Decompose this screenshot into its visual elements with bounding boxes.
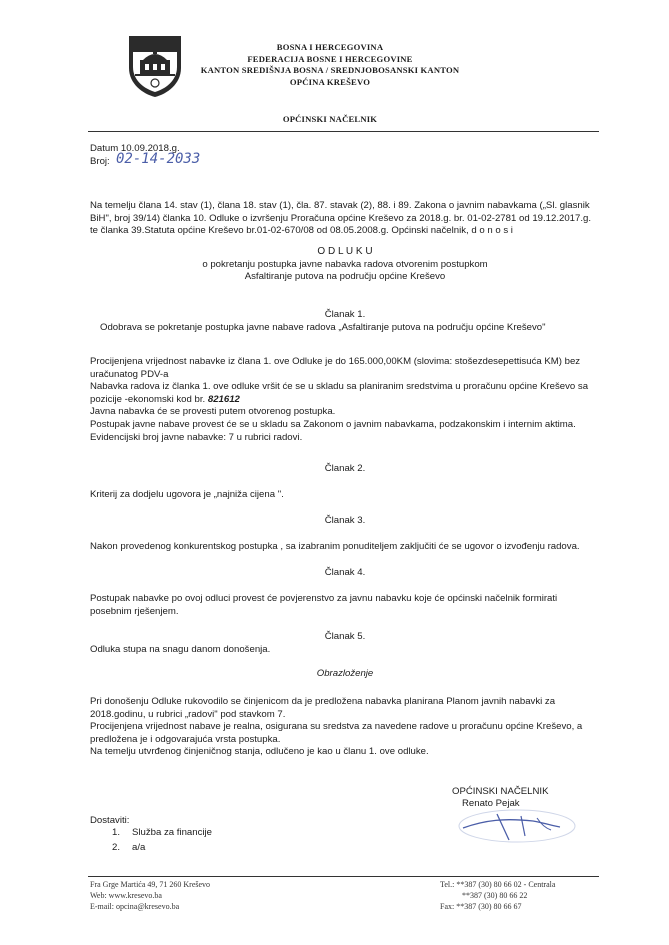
distribution-label: Dostaviti: bbox=[90, 815, 130, 826]
reasoning-heading: Obrazloženje bbox=[316, 668, 374, 679]
header-country: BOSNA I HERCEGOVINA bbox=[276, 42, 384, 52]
reasoning-line: Na temelju utvrđenog činjeničnog stanja, odlučeno je kao u članu 1. ove odluke. bbox=[90, 746, 429, 758]
footer-fax: Fax: **387 (30) 80 66 67 bbox=[440, 902, 522, 911]
footer-address: Fra Grge Martića 49, 71 260 Kreševo bbox=[90, 880, 211, 889]
article5-heading: Članak 5. bbox=[324, 631, 366, 642]
economic-code: 821612 bbox=[207, 393, 240, 405]
document-date: Datum 10.09.2018.g. bbox=[90, 143, 180, 154]
article1-heading: Članak 1. bbox=[324, 309, 366, 320]
reasoning-body bbox=[90, 696, 602, 759]
footer-email: E-mail: opcina@kresevo.ba bbox=[90, 902, 180, 911]
footer-divider bbox=[88, 876, 599, 877]
document-number-label: Broj: bbox=[90, 156, 110, 167]
preamble bbox=[90, 200, 600, 238]
document-number-handwritten: 02-14-2033 bbox=[116, 151, 201, 167]
reasoning-line: 2018.godinu, u rubrici „radovi" pod stavkom 7. bbox=[90, 708, 286, 720]
article4-line: posebnim rješenjem. bbox=[90, 606, 179, 617]
article1-line: Nabavka radova iz članka 1. ove odluke vršit će se u skladu sa planiranim sredstvima u proračunu općine Kreševo sa bbox=[90, 381, 589, 393]
header-canton: KANTON SREDIŠNJA BOSNA / SREDNJOBOSANSKI KANTON bbox=[200, 65, 460, 75]
article1-line: Evidencijski broj javne nabavke: 7 u rubrici radovi. bbox=[90, 431, 303, 443]
article3-heading: Članak 3. bbox=[324, 515, 366, 526]
decision-title: O D L U K U bbox=[317, 246, 373, 257]
signature-name: Renato Pejak bbox=[462, 798, 520, 809]
article2-heading: Članak 2. bbox=[324, 463, 366, 474]
footer-tel: **387 (30) 80 66 22 bbox=[462, 891, 528, 900]
signature-title: OPĆINSKI NAČELNIK bbox=[452, 786, 549, 797]
preamble-line: te članka 39.Statuta općine Kreševo br.01-02-670/08 od 08.05.2008.g. Općinski načelnik, d o n o s i bbox=[90, 225, 513, 237]
header-federation: FEDERACIJA BOSNE I HERCEGOVINE bbox=[247, 54, 413, 64]
article1-line: Postupak javne nabave provest će se u skladu sa Zakonom o javnim nabavkama, podzakonskim i internim aktima. bbox=[90, 418, 576, 430]
distribution-item-number: 2. bbox=[112, 842, 121, 853]
header-municipality: OPĆINA KREŠEVO bbox=[289, 77, 371, 87]
preamble-line: Na temelju člana 14. stav (1), člana 18. stav (1), čla. 87. stavak (2), 88. i 89. Zakona o javnim nabavkama („Sl. glasnik bbox=[90, 200, 590, 211]
article1-line: uračunatog PDV-a bbox=[90, 368, 169, 380]
handwritten-signature bbox=[425, 806, 595, 846]
article1-body bbox=[90, 356, 602, 444]
reasoning-line: Procijenjena vrijednost nabave je realna, osigurana su sredstva za navedene radove u proračunu općine Kreševo, a bbox=[90, 721, 583, 733]
decision-subtitle: o pokretanju postupka javne nabavka radova otvorenim postupkom bbox=[202, 259, 488, 270]
article1-line: Procijenjena vrijednost nabavke iz člana 1. ove Odluke je do 165.000,00KM (slovima: stošezdesepettisuća KM) bez bbox=[90, 356, 581, 367]
article4-line: Postupak nabavke po ovoj odluci provest će povjerenstvo za javnu nabavku koje će općinski načelnik formirati bbox=[90, 593, 558, 604]
article4-heading: Članak 4. bbox=[324, 567, 366, 578]
article1-line: Javna nabavka će se provesti putem otvorenog postupka. bbox=[90, 406, 336, 418]
reasoning-line: Pri donošenju Odluke rukovodilo se činjenicom da je predložena nabavka planirana Planom javnih nabavki za bbox=[90, 696, 556, 707]
article3-text: Nakon provedenog konkurentskog postupka , sa izabranim ponuditeljem zaključiti će se ugovor o izvođenju radova. bbox=[90, 541, 580, 552]
article1-intro: Odobrava se pokretanje postupka javne nabave radova „Asfaltiranje putova na području općine Kreševo" bbox=[100, 322, 546, 333]
header-divider bbox=[88, 131, 599, 132]
article5-text: Odluka stupa na snagu danom donošenja. bbox=[90, 644, 271, 655]
footer-web: Web: www.kresevo.ba bbox=[90, 891, 162, 900]
article1-position-line bbox=[90, 394, 602, 407]
distribution-item-text: Služba za financije bbox=[132, 827, 212, 838]
distribution-item-number: 1. bbox=[112, 827, 121, 838]
footer-tel-central: Tel.: **387 (30) 80 66 02 - Centrala bbox=[440, 880, 556, 889]
distribution-item-text: a/a bbox=[132, 842, 146, 853]
reasoning-line: predložena je i odgovarajuća vrsta postupka. bbox=[90, 733, 281, 745]
preamble-line: BiH", broj 39/14) članka 10. Odluke o izvršenju Proračuna općine Kreševo za 2018.g. br. 01-02-2781 od 19.12.2017.g. bbox=[90, 212, 591, 224]
article2-text: Kriterij za dodjelu ugovora je „najniža cijena ". bbox=[90, 489, 284, 500]
header-office: OPĆINSKI NAČELNIK bbox=[282, 114, 378, 124]
position-prefix: pozicije -ekonomski kod br. bbox=[90, 393, 206, 405]
decision-subject: Asfaltiranje putova na području općine Kreševo bbox=[244, 271, 446, 282]
